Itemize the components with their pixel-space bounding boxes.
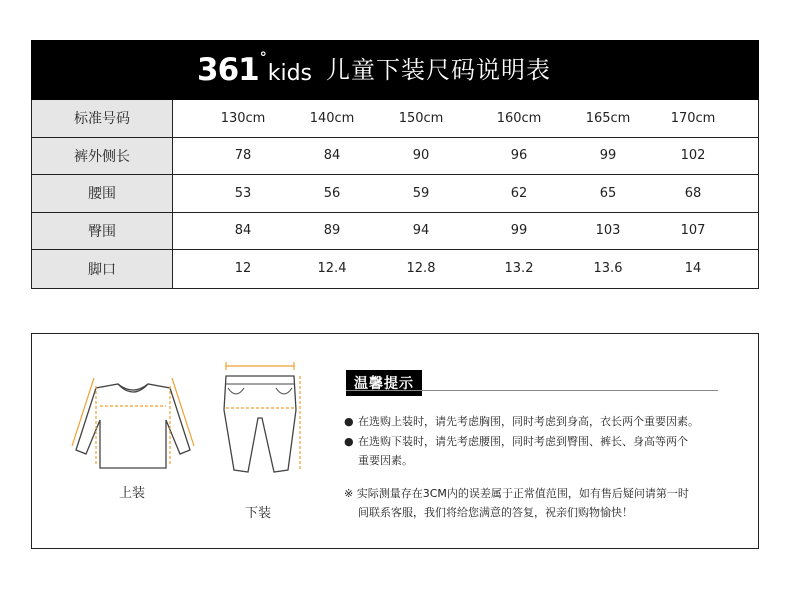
- value-cell: 65: [599, 185, 617, 201]
- value-cell: 94: [412, 223, 430, 239]
- value-cell: 102: [680, 148, 706, 164]
- tip-text: 在选购上装时，请先考虑胸围，同时考虑到身高，衣长两个重要因素。: [358, 415, 699, 428]
- value-cell: 53: [234, 185, 252, 201]
- value-cell: 84: [234, 223, 252, 239]
- table-row: [32, 213, 758, 251]
- brand-logo: [197, 40, 312, 100]
- value-cell: 68: [684, 185, 702, 201]
- value-cell: 89: [323, 223, 341, 239]
- tip-item: [344, 432, 724, 470]
- size-header-row: [32, 100, 758, 138]
- note-line: ※ 实际测量存在3CM内的误差属于正常值范围，如有售后疑问请第一时: [344, 487, 689, 500]
- note-line: 间联系客服，我们将给您满意的答复，祝亲们购物愉快！: [358, 506, 633, 519]
- page-title: 儿童下装尺码说明表: [326, 56, 551, 84]
- brand-degree: °: [259, 50, 267, 66]
- brand-number: 361: [197, 52, 259, 88]
- tip-text-continued: 重要因素。: [358, 454, 413, 467]
- value-cell: 12.4: [317, 261, 347, 277]
- size-table: [31, 100, 759, 289]
- shirt-diagram: [68, 370, 198, 475]
- value-cell: 90: [412, 148, 430, 164]
- size-cells: [173, 100, 758, 137]
- table-row: [32, 175, 758, 213]
- top-garment-label: 上装: [119, 486, 146, 501]
- tips-divider: [346, 390, 718, 391]
- value-cell: 107: [680, 223, 706, 239]
- shirt-icon: [68, 370, 198, 475]
- info-box: [31, 333, 759, 549]
- size-cell: 150cm: [398, 110, 444, 126]
- pants-diagram: [216, 358, 306, 490]
- table-row: [32, 250, 758, 288]
- size-cell: 160cm: [496, 110, 542, 126]
- tips-heading: 温馨提示: [346, 370, 422, 396]
- disclaimer-note: [344, 484, 724, 522]
- value-cell: 84: [323, 148, 341, 164]
- value-cell: 13.2: [504, 261, 534, 277]
- value-cell: 78: [234, 148, 252, 164]
- size-cell: 140cm: [309, 110, 355, 126]
- row-label: 臀围: [32, 213, 173, 250]
- value-cell: 56: [323, 185, 341, 201]
- value-cell: 59: [412, 185, 430, 201]
- tip-text: 在选购下装时，请先考虑腰围，同时考虑到臀围、裤长、身高等两个: [358, 435, 688, 448]
- value-cell: 96: [510, 148, 528, 164]
- row-label: 脚口: [32, 250, 173, 288]
- pants-icon: [216, 358, 306, 490]
- row-label: 裤外侧长: [32, 138, 173, 175]
- bullet-icon: ●: [344, 435, 354, 448]
- value-cell: 14: [684, 261, 702, 277]
- table-row: [32, 138, 758, 176]
- size-cell: 170cm: [670, 110, 716, 126]
- row-label: 标准号码: [32, 100, 173, 137]
- value-cell: 13.6: [593, 261, 623, 277]
- tip-item: [344, 412, 724, 431]
- value-cell: 99: [510, 223, 528, 239]
- bullet-icon: ●: [344, 415, 354, 428]
- brand-kids: kids: [267, 60, 312, 86]
- header-bar: [31, 40, 759, 100]
- value-cell: 62: [510, 185, 528, 201]
- row-label: 腰围: [32, 175, 173, 212]
- value-cell: 99: [599, 148, 617, 164]
- value-cell: 12: [234, 261, 252, 277]
- value-cell: 103: [595, 223, 621, 239]
- size-cell: 130cm: [220, 110, 266, 126]
- bottom-garment-label: 下装: [245, 506, 272, 521]
- value-cell: 12.8: [406, 261, 436, 277]
- size-cell: 165cm: [585, 110, 631, 126]
